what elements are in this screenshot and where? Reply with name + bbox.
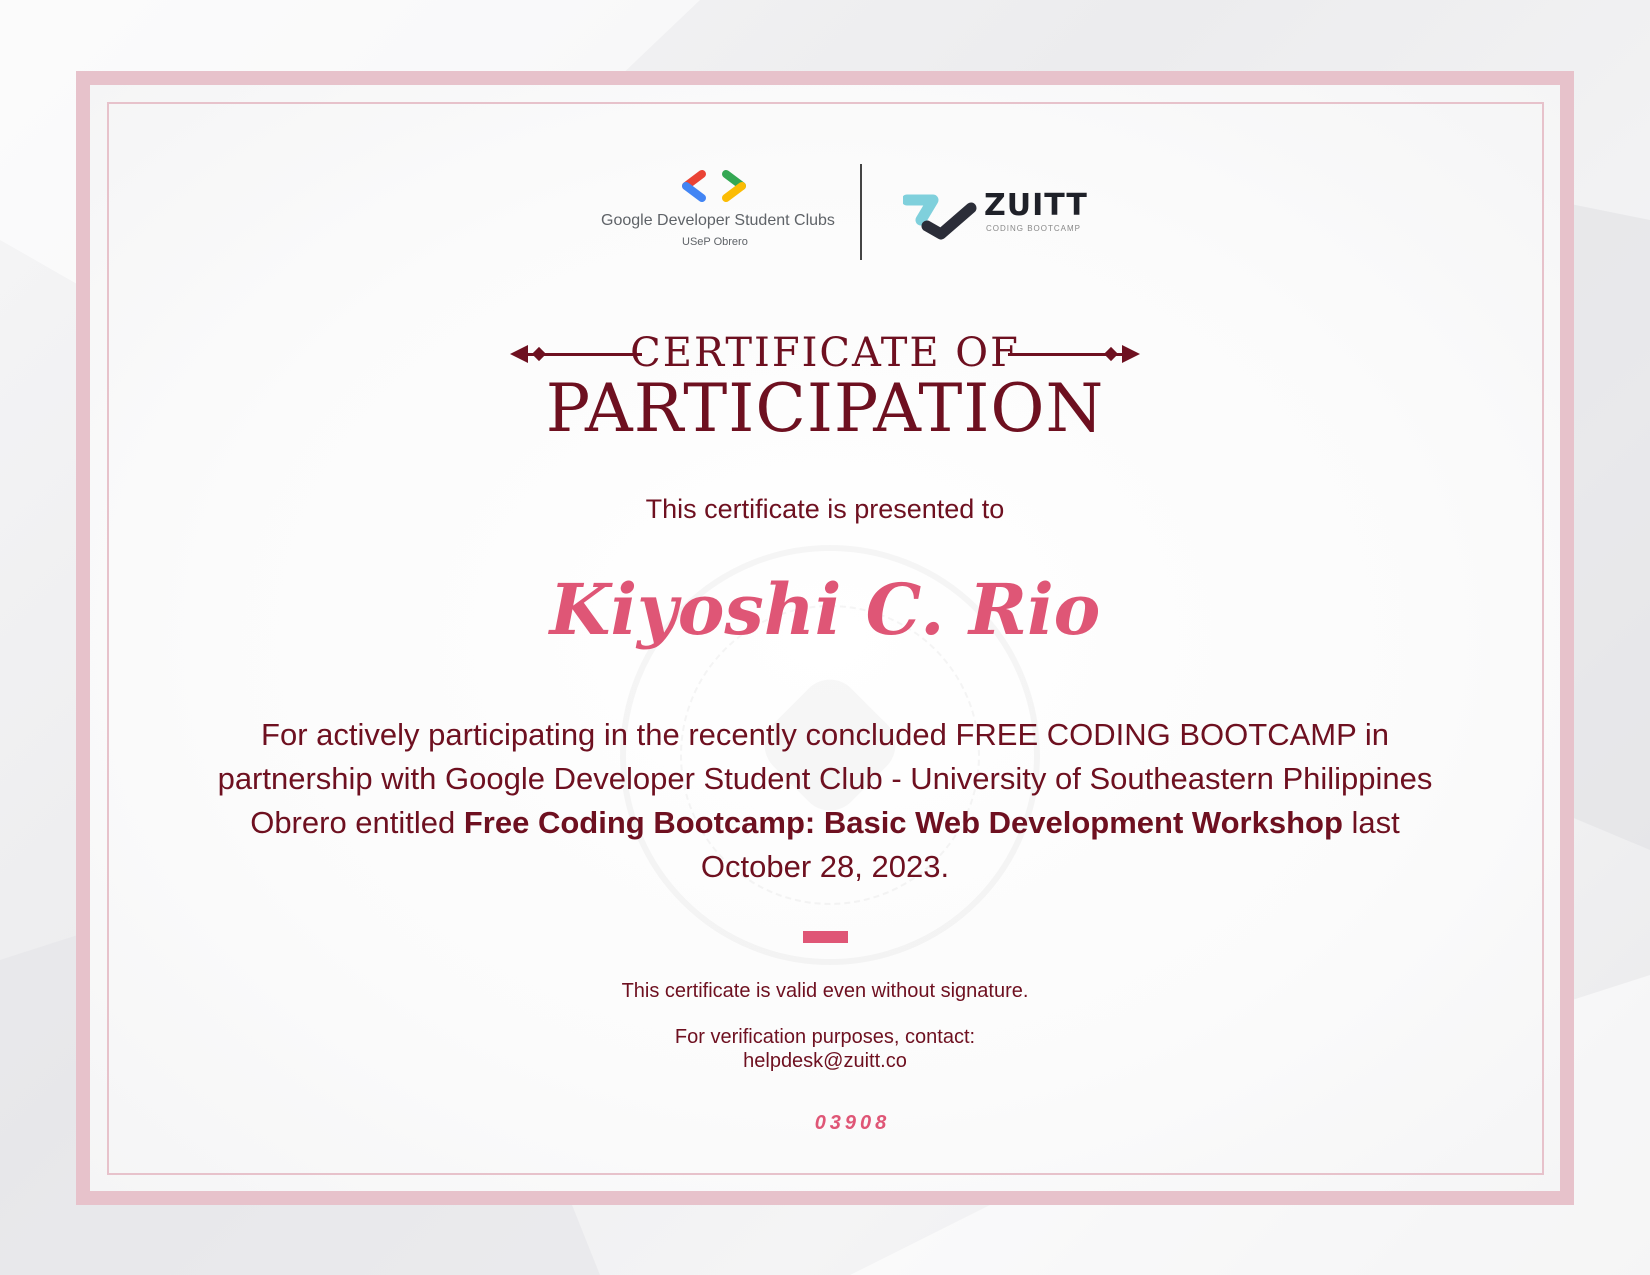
heading-line-2: PARTICIPATION: [545, 370, 1105, 447]
certificate-description: [200, 713, 1450, 889]
verification-label: For verification purposes, contact:: [674, 1026, 976, 1048]
gdsc-chapter: USeP Obrero: [682, 236, 748, 248]
event-title: Free Coding Bootcamp: Basic Web Development Workshop: [463, 805, 1343, 840]
certificate-number: 03908: [814, 1112, 891, 1134]
certificate-heading: [500, 330, 1150, 450]
gdsc-logo: [560, 160, 835, 260]
partner-logos: [560, 160, 1090, 260]
zuitt-tagline: CODING BOOTCAMP: [986, 224, 1082, 233]
verification-email: helpdesk@zuitt.co: [743, 1050, 907, 1072]
presented-to-text: This certificate is presented to: [645, 494, 1005, 524]
verification-block: [450, 1025, 1200, 1073]
zuitt-logo: [903, 186, 1088, 246]
logo-divider: [860, 164, 862, 260]
heading-line-1: CERTIFICATE OF: [630, 330, 1020, 376]
description-intro: For actively participating in the recently concluded FREE CODING BOOTCAMP in partnership with Google Developer Student Club - University of Southeastern Philippines Obrero entitled: [217, 717, 1433, 840]
zuitt-wordmark: ZUITT: [984, 188, 1088, 223]
accent-bar: [803, 931, 848, 943]
zuitt-mark-icon: [903, 186, 977, 242]
gdsc-name: Google Developer Student Clubs: [601, 212, 835, 229]
recipient-name: Kiyoshi C. Rio: [549, 568, 1101, 651]
validity-note: This certificate is valid even without signature.: [621, 980, 1029, 1002]
description-date: last October 28, 2023.: [700, 805, 1400, 884]
gdsc-brackets-icon: [680, 168, 750, 204]
